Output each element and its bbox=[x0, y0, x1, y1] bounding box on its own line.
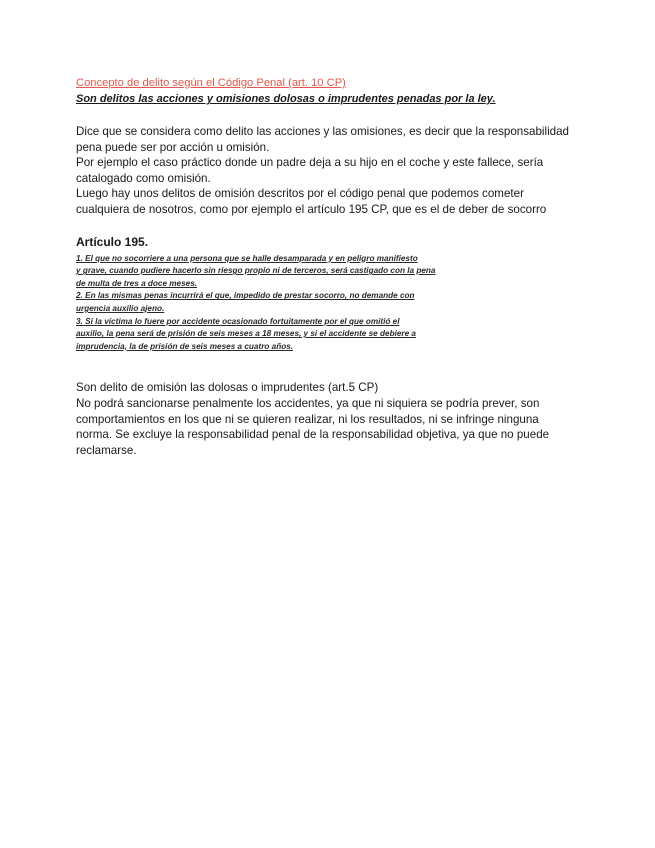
article-line: imprudencia, la de prisión de seis meses a cuatro años. bbox=[76, 341, 294, 351]
paragraph-line: Luego hay unos delitos de omisión descritos por el código penal que podemos cometer bbox=[76, 187, 524, 201]
paragraph-line: No podrá sancionarse penalmente los accidentes, ya que ni siquiera se podría prever, son bbox=[76, 396, 540, 410]
article-line: auxilio, la pena será de prisión de seis meses a 18 meses, y si el accidente se debiere a bbox=[76, 329, 416, 339]
article-line: 2. En las mismas penas incurrirá el que, impedido de prestar socorro, no demande con bbox=[76, 291, 415, 301]
heading-link[interactable]: Concepto de delito según el Código Penal (art. 10 CP) bbox=[76, 77, 346, 89]
paragraph-line: pena puede ser por acción u omisión. bbox=[76, 140, 270, 154]
article-line: urgencia auxilio ajeno. bbox=[76, 303, 165, 313]
article-title: Artículo 195. bbox=[76, 234, 149, 249]
paragraph-line: Por ejemplo el caso práctico donde un padre deja a su hijo en el coche y este fallece, sería bbox=[76, 156, 544, 170]
paragraph-line: comportamientos en los que ni se quieren realizar, ni los resultados, ni se infringe ninguna bbox=[76, 412, 539, 426]
paragraph-line: cualquiera de nosotros, como por ejemplo el artículo 195 CP, que es el de deber de socorro bbox=[76, 202, 547, 216]
article-line: 3. Si la víctima lo fuere por accidente ocasionado fortuitamente por el que omitió el bbox=[76, 316, 400, 326]
paragraph-line: reclamarse. bbox=[76, 443, 137, 457]
paragraph-line: Dice que se considera como delito las acciones y las omisiones, es decir que la responsabilidad bbox=[76, 125, 570, 138]
paragraph-line: norma. Se excluye la responsabilidad penal de la responsabilidad objetiva, ya que no puede bbox=[76, 428, 550, 442]
article-line: de multa de tres a doce meses. bbox=[76, 278, 198, 288]
paragraph-explanation bbox=[76, 124, 586, 218]
paragraph-line: catalogado como omisión. bbox=[76, 171, 211, 185]
definition-text: Son delitos las acciones y omisiones dolosas o imprudentes penadas por la ley. bbox=[76, 93, 496, 105]
paragraph-omission bbox=[76, 380, 586, 458]
document-content bbox=[76, 76, 586, 458]
paragraph-line: Son delito de omisión las dolosas o imprudentes (art.5 CP) bbox=[76, 381, 379, 395]
article-text bbox=[76, 253, 586, 354]
article-line: 1. El que no socorriere a una persona que se halle desamparada y en peligro manifiesto bbox=[76, 253, 418, 263]
article-line: y grave, cuando pudiere hacerlo sin riesgo propio ni de terceros, será castigado con la pena bbox=[76, 266, 436, 276]
